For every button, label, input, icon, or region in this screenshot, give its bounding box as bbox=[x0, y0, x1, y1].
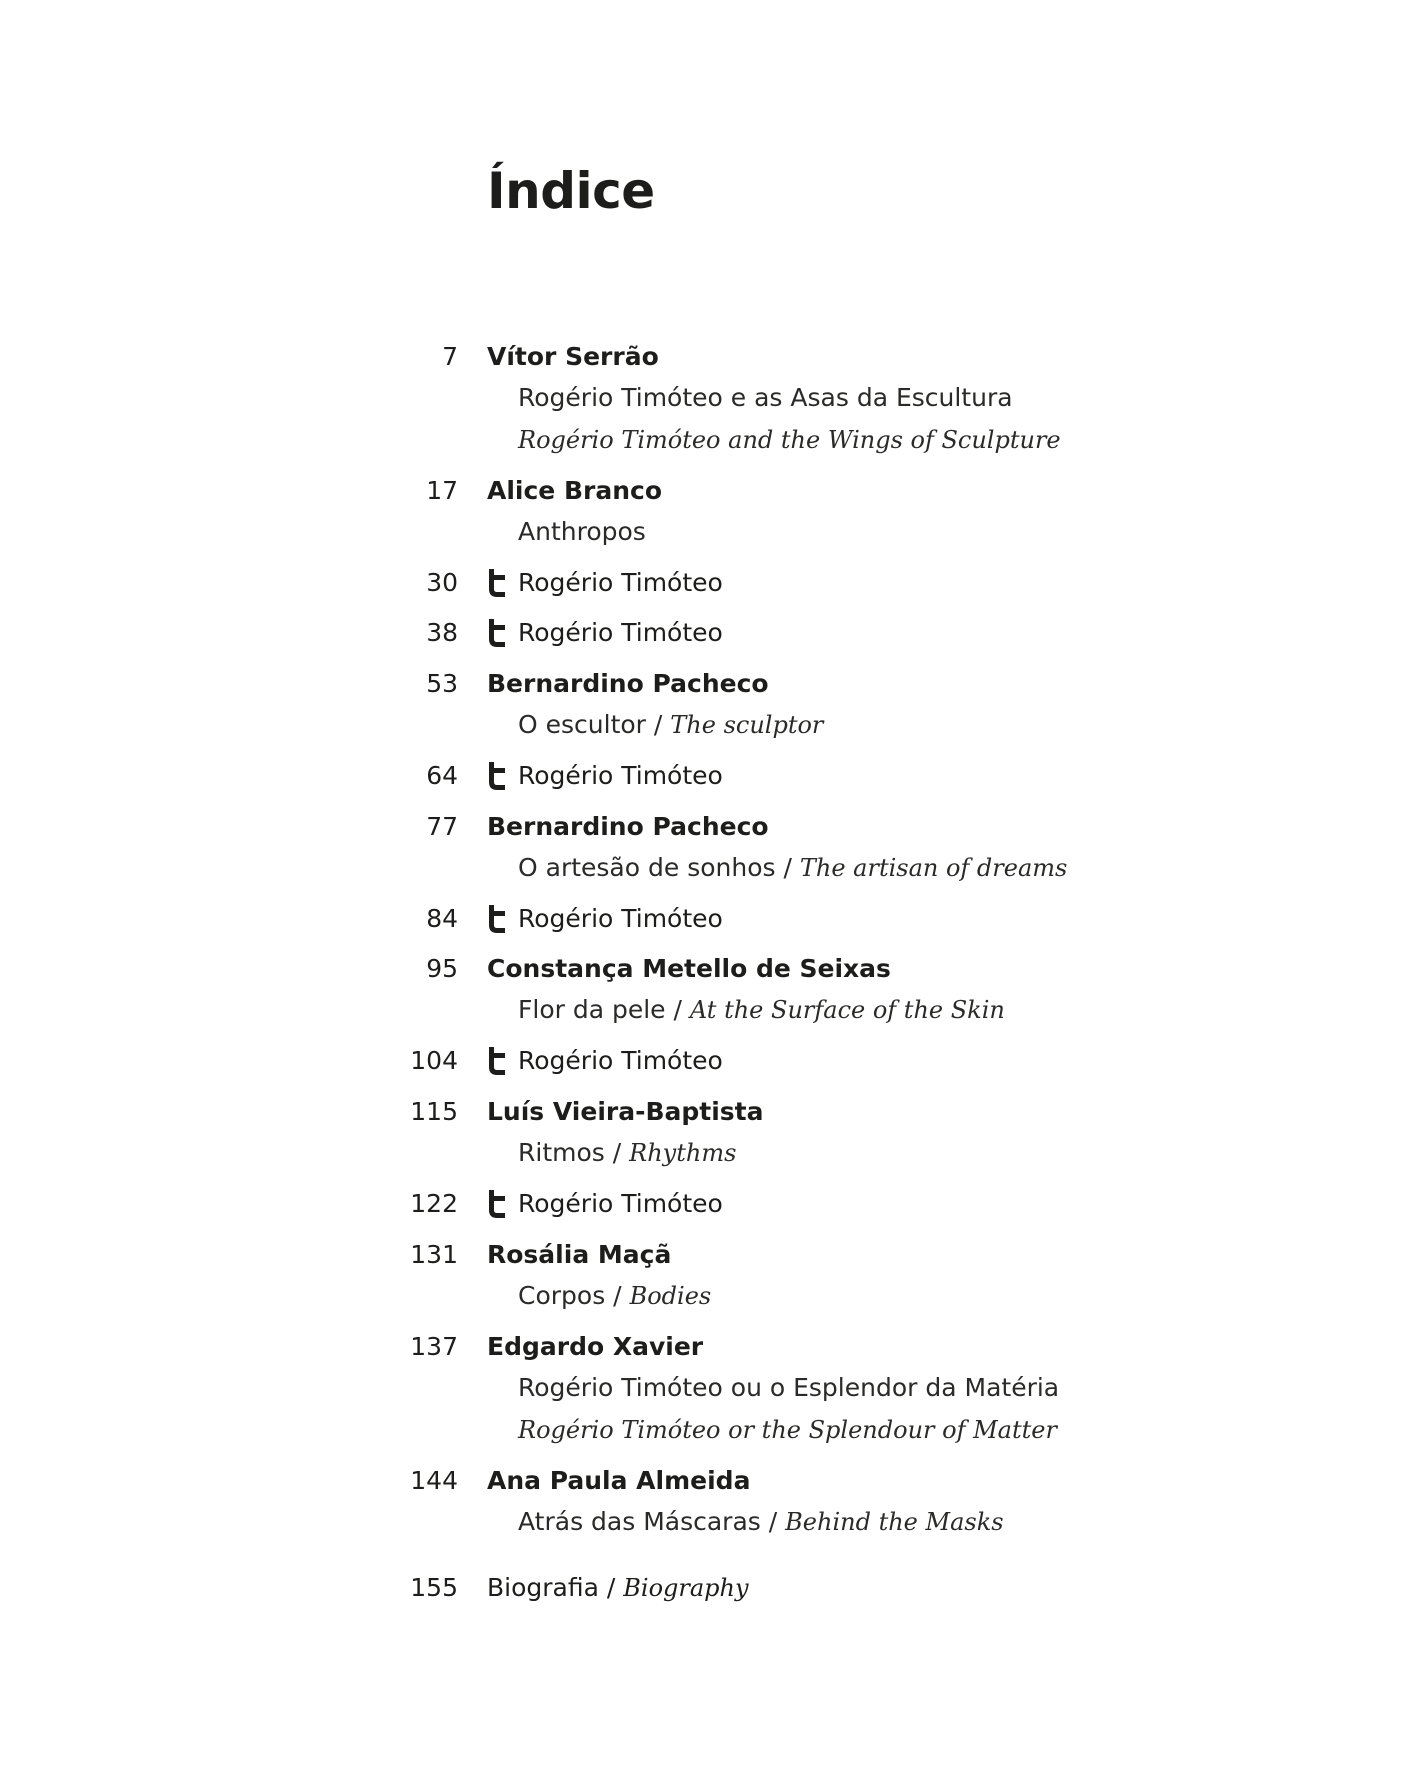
t-logo-icon bbox=[487, 1189, 507, 1219]
page-number: 131 bbox=[410, 1240, 458, 1269]
t-logo-icon bbox=[487, 568, 507, 598]
t-logo-icon bbox=[487, 761, 507, 791]
entry-author: Constança Metello de Seixas bbox=[487, 954, 891, 983]
page-number: 137 bbox=[410, 1332, 458, 1361]
entry-label: Rogério Timóteo bbox=[518, 904, 723, 933]
entry-label: Rogério Timóteo bbox=[518, 1189, 723, 1218]
t-logo-icon bbox=[487, 1046, 507, 1076]
t-logo-icon bbox=[487, 618, 507, 648]
entry-subtitle-english: Rogério Timóteo and the Wings of Sculpture bbox=[518, 426, 1061, 454]
entry-subtitle: Atrás das Máscaras / Behind the Masks bbox=[518, 1507, 1004, 1536]
entry-author: Bernardino Pacheco bbox=[487, 669, 769, 698]
entry-author: Luís Vieira-Baptista bbox=[487, 1097, 764, 1126]
entry-subtitle-english: Rogério Timóteo or the Splendour of Matter bbox=[518, 1416, 1057, 1444]
entry-author: Rosália Maçã bbox=[487, 1240, 672, 1269]
entry-logo-row bbox=[487, 568, 723, 598]
page-number: 38 bbox=[426, 618, 458, 647]
entry-subtitle: O artesão de sonhos / The artisan of dreams bbox=[518, 853, 1068, 882]
entry-author: Bernardino Pacheco bbox=[487, 812, 769, 841]
entry-logo-row bbox=[487, 1046, 723, 1076]
t-logo-icon bbox=[487, 904, 507, 934]
page-number: 7 bbox=[442, 342, 458, 371]
entry-biography: Biografia / Biography bbox=[487, 1573, 749, 1602]
entry-subtitle: Corpos / Bodies bbox=[518, 1281, 712, 1310]
entry-logo-row bbox=[487, 1189, 723, 1219]
page-number: 122 bbox=[410, 1189, 458, 1218]
entry-author: Alice Branco bbox=[487, 476, 663, 505]
entry-logo-row bbox=[487, 904, 723, 934]
entry-subtitle: Rogério Timóteo e as Asas da Escultura bbox=[518, 383, 1013, 412]
entry-subtitle: O escultor / The sculptor bbox=[518, 710, 824, 739]
entry-subtitle: Ritmos / Rhythms bbox=[518, 1138, 737, 1167]
page-number: 17 bbox=[426, 476, 458, 505]
entry-author: Ana Paula Almeida bbox=[487, 1466, 751, 1495]
page-number: 84 bbox=[426, 904, 458, 933]
entry-author: Edgardo Xavier bbox=[487, 1332, 704, 1361]
entry-logo-row bbox=[487, 618, 723, 648]
entry-subtitle: Flor da pele / At the Surface of the Skin bbox=[518, 995, 1005, 1024]
page-title: Índice bbox=[487, 162, 655, 220]
entry-author: Vítor Serrão bbox=[487, 342, 659, 371]
page-number: 144 bbox=[410, 1466, 458, 1495]
page-number: 53 bbox=[426, 669, 458, 698]
page-number: 64 bbox=[426, 761, 458, 790]
page-number: 115 bbox=[410, 1097, 458, 1126]
page-number: 104 bbox=[410, 1046, 458, 1075]
entry-label: Rogério Timóteo bbox=[518, 618, 723, 647]
entry-label: Rogério Timóteo bbox=[518, 1046, 723, 1075]
entry-subtitle: Anthropos bbox=[518, 517, 646, 546]
page-number: 77 bbox=[426, 812, 458, 841]
page-number: 95 bbox=[426, 954, 458, 983]
entry-logo-row bbox=[487, 761, 723, 791]
entry-label: Rogério Timóteo bbox=[518, 761, 723, 790]
entry-label: Rogério Timóteo bbox=[518, 568, 723, 597]
entry-subtitle: Rogério Timóteo ou o Esplendor da Matéria bbox=[518, 1373, 1060, 1402]
page-number: 155 bbox=[410, 1573, 458, 1602]
page-number: 30 bbox=[426, 568, 458, 597]
